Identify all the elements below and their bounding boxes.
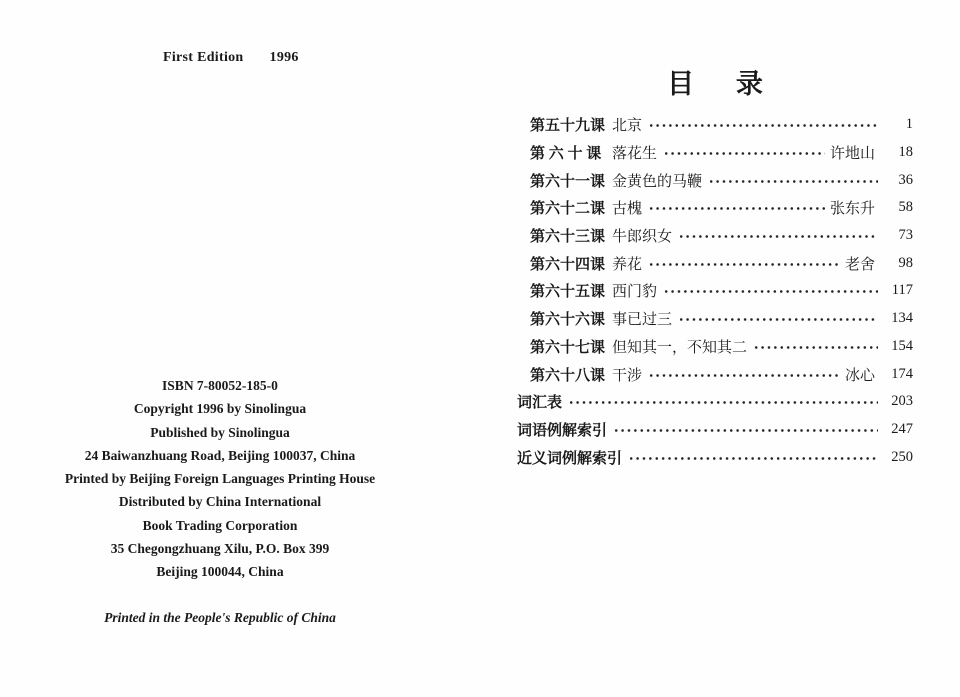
page-number: 250 [891, 448, 913, 465]
toc-list [517, 111, 913, 471]
page-number: 58 [898, 199, 913, 216]
dot-leader [663, 149, 825, 158]
lesson-title: 事已过三 [612, 312, 673, 329]
lesson-title: 古槐 [612, 201, 643, 218]
publication-line: 24 Baiwanzhuang Road, Beijing 100037, China [84, 447, 356, 463]
lesson-title: 北京 [612, 118, 643, 135]
toc-row [517, 277, 913, 305]
publication-line: ISBN 7-80052-185-0 [162, 378, 278, 393]
dot-leader [648, 204, 825, 213]
dot-leader [648, 260, 840, 269]
lesson-title: 词汇表 [517, 395, 563, 412]
toc-row [517, 249, 913, 277]
lesson-number-label: 第六十六课 [530, 312, 606, 329]
dot-leader [663, 287, 878, 296]
lesson-number-label: 第六十四课 [530, 256, 606, 273]
dot-leader [648, 121, 878, 130]
toc-row [517, 333, 913, 361]
page-number: 134 [891, 310, 913, 327]
toc-row [517, 305, 913, 333]
edition-year: 1996 [269, 50, 299, 65]
toc-row [517, 222, 913, 250]
lesson-title: 养花 [612, 256, 643, 273]
publication-info [58, 374, 382, 584]
dot-leader [613, 426, 878, 435]
toc-row [517, 166, 913, 194]
page-number: 73 [898, 227, 913, 244]
toc-title: 目 录 [667, 69, 763, 99]
publication-line: Copyright 1996 by Sinolingua [133, 401, 307, 417]
lesson-title: 干涉 [612, 367, 643, 384]
toc-row [517, 360, 913, 388]
lesson-title: 金黄色的马鞭 [612, 173, 703, 190]
author-name: 许地山 [829, 146, 875, 163]
page-number: 1 [905, 116, 913, 133]
page-number: 154 [891, 337, 913, 354]
lesson-number-label: 第六十一课 [530, 173, 606, 190]
lesson-number-label: 第六十三课 [530, 229, 606, 246]
publication-line: Published by Sinolingua [150, 424, 290, 440]
lesson-number-label: 第六十五课 [530, 284, 606, 301]
lesson-title: 但知其一，不知其二 [612, 339, 748, 356]
toc-row [517, 111, 913, 139]
page-number: 36 [898, 171, 913, 188]
edition-line [163, 50, 299, 66]
dot-leader [628, 454, 878, 463]
dot-leader [753, 343, 878, 352]
publication-line: Beijing 100044, China [156, 564, 284, 580]
dot-leader [648, 371, 840, 380]
publication-line: Book Trading Corporation [142, 517, 298, 533]
toc-row [517, 416, 913, 444]
author-name: 冰心 [844, 367, 875, 384]
lesson-number-label: 第五十九课 [530, 118, 606, 135]
publication-line: 35 Chegongzhuang Xilu, P.O. Box 399 [110, 541, 330, 557]
dot-leader [678, 315, 878, 324]
lesson-title: 落花生 [612, 146, 658, 163]
lesson-title: 近义词例解索引 [517, 450, 623, 467]
page-number: 174 [891, 365, 913, 382]
lesson-number-label: 第 六 十 课 [530, 146, 602, 163]
page-number: 203 [891, 393, 913, 410]
lesson-number-label: 第六十二课 [530, 201, 606, 218]
lesson-number-label: 第六十八课 [530, 367, 606, 384]
dot-leader [568, 398, 878, 407]
publication-line: Printed by Beijing Foreign Languages Printing House [64, 471, 376, 487]
page-number: 117 [891, 282, 913, 299]
lesson-title: 词语例解索引 [517, 422, 608, 439]
toc-row [517, 388, 913, 416]
printed-in-line: Printed in the People's Republic of China [104, 610, 336, 625]
edition-label: First Edition [163, 50, 244, 65]
dot-leader [678, 232, 878, 241]
lesson-title: 牛郎织女 [612, 229, 673, 246]
author-name: 老舍 [844, 256, 875, 273]
lesson-number-label: 第六十七课 [530, 339, 606, 356]
author-name: 张东升 [829, 201, 875, 218]
publication-line: Distributed by China International [118, 494, 322, 510]
dot-leader [708, 177, 878, 186]
lesson-title: 西门豹 [612, 284, 658, 301]
page-number: 98 [898, 254, 913, 271]
toc-row [517, 139, 913, 167]
toc-row [517, 443, 913, 471]
page-number: 18 [898, 144, 913, 161]
toc-row [517, 194, 913, 222]
page-number: 247 [891, 420, 913, 437]
